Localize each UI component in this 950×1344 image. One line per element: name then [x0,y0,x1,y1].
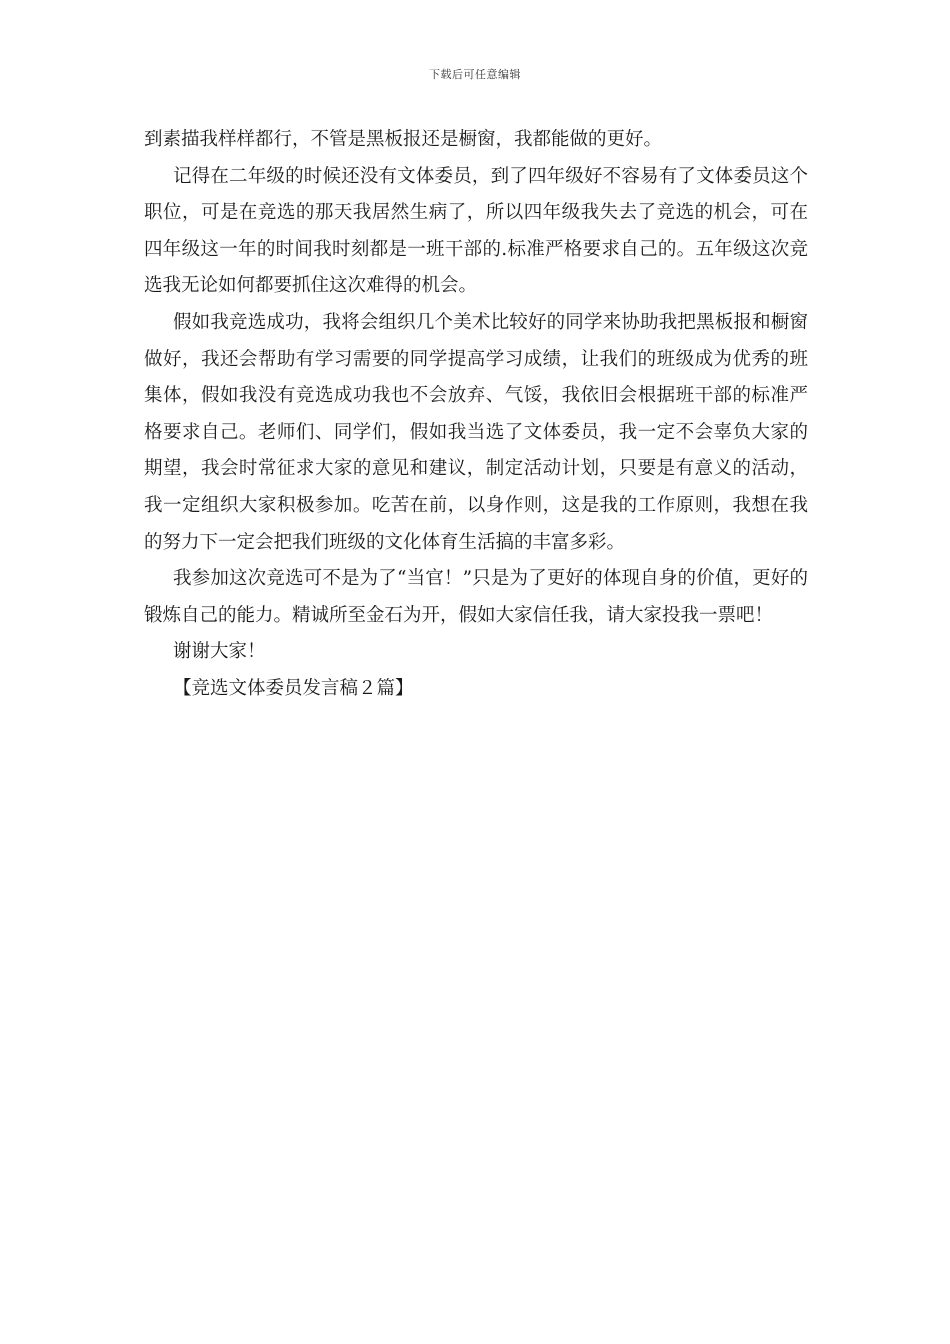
paragraph-motivation: 我参加这次竞选可不是为了“当官！”只是为了更好的体现自身的价值，更好的锻炼自己的能力。精诚所至金石为开，假如大家信任我，请大家投我一票吧！ [144,568,808,626]
page-header-note: 下载后可任意编辑 [429,68,521,81]
paragraph-thanks: 谢谢大家！ [173,641,266,663]
paragraph-continuation: 到素描我样样都行，不管是黑板报还是橱窗，我都能做的更好。 [144,129,663,150]
paragraph-plans: 假如我竞选成功，我将会组织几个美术比较好的同学来协助我把黑板报和橱窗做好，我还会帮助有学习需要的同学提高学习成绩，让我们的班级成为优秀的班集体，假如我没有竞选成功我也不会放弃、气馁，我依旧会根据班干部的标准严格要求自己。老师们、同学们，假如我当选了文体委员，我一定不会辜负大家的期望，我会时常征求大家的意见和建议，制定活动计划，只要是有意义的活动，我一定组织大家积极参加。吃苦在前，以身作则，这是我的工作原则，我想在我的努力下一定会把我们班级的文化体育生活搞的丰富多彩。 [144,311,808,553]
paragraph-title-footer: 【竞选文体委员发言稿２篇】 [173,677,414,699]
document-body [144,122,808,708]
paragraph-grade-history: 记得在二年级的时候还没有文体委员，到了四年级好不容易有了文体委员这个职位，可是在竞选的那天我居然生病了，所以四年级我失去了竞选的机会，可在四年级这一年的时间我时刻都是一班干部的.标准严格要求自己的。五年级这次竞选我无论如何都要抓住这次难得的机会。 [144,165,808,297]
